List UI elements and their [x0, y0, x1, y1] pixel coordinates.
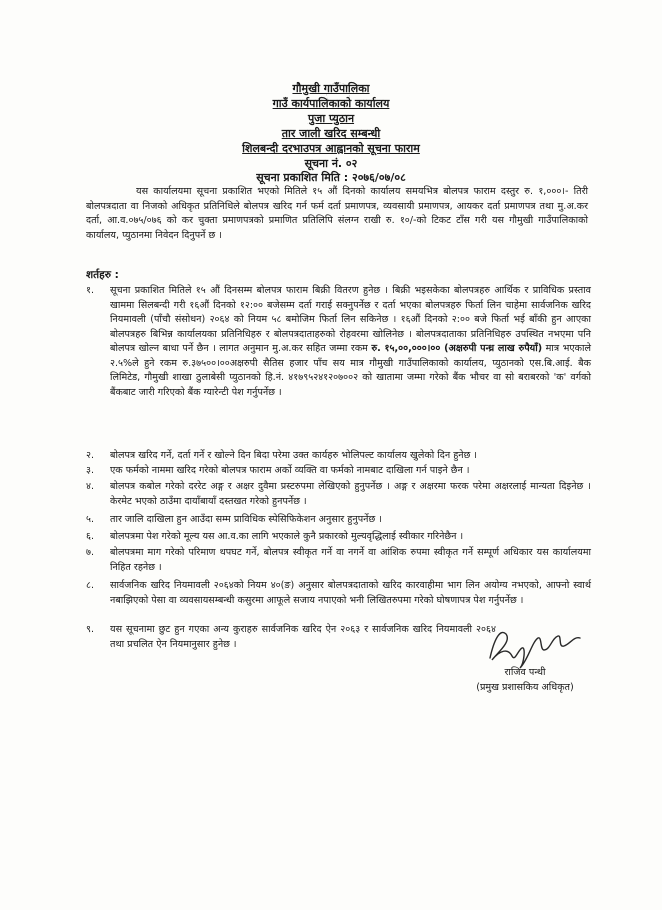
condition-text-part: मात्र भएकाले २.५%ले हुने रकम रु.३७५००।००अक्षरुपी सैतिस हजार पाँच सय मात्र गौमुखी गाउँपालिकाको कार्यालय, प्युठानको एस.बि.आई. बैक लिमिटेड, गौमुखी शाखा ठुलाबेसी प्युठानको हि.नं. ४१७९५२४१२०७००२ को खातामा जम्मा गरेको बैंक भौचर वा सो बराबरको 'क' वर्गको बैंकबाट जारी गरिएको बैंक ग्यारेन्टी पेश गर्नुपर्नेछ ।	[110, 343, 591, 398]
signatory-name: राजिव पन्थी	[504, 667, 546, 678]
condition-item	[86, 464, 591, 479]
condition-item	[86, 449, 591, 464]
condition-number: ६.	[86, 531, 95, 542]
signature-icon	[482, 620, 592, 672]
intro-paragraph: यस कार्यालयमा सूचना प्रकाशित भएको मितिले १५ औं दिनको कार्यालय समयभित्र बोलपत्र फाराम दस्तुर रु. १,०००।- तिरी बोलपत्रदाता वा निजको अधिकृत प्रतिनिधिले बोलपत्र खरिद गर्न फर्म दर्ता प्रमाणपत्र, व्यवसायी प्रमाणपत्र, आयकर दर्ता प्रमाणपत्र तथा मु.अ.कर दर्ता, आ.व.०७५/०७६ को कर चुक्ता प्रमाणपत्रको प्रमाणित प्रतिलिपि संलग्न राखी रु. १०/-को टिकट टाँस गरी यस गौमुखी गाउँपालिकाको कार्यालय, प्युठानमा निवेदन दिनुपर्ने छ ।	[86, 186, 588, 241]
condition-text: बोलपत्र कबोल गरेको दररेट अङ्ग र अक्षर दुवैमा प्रस्टरुपमा लेखिएको हुनुपर्नेछ । अङ्ग र अक्षरमा फरक परेमा अक्षरलाई मान्यता दिइनेछ । केरमेट भएको ठाउँमा दायाँबायाँ दस्तखत गरेको हुनपर्नेछ ।	[110, 481, 591, 507]
condition-text: सार्वजनिक खरिद नियमावली २०६४को नियम ४०(ङ) अनुसार बोलपत्रदाताको खरिद कारवाहीमा भाग लिन अयोग्य नभएको, आफ्नो स्वार्थ नबाझिएको पेसा वा व्यवसायसम्बन्धी कसुरमा आफूले सजाय नपाएको भनी लिखितरुपमा गरेको घोषणापत्र पेश गर्नुपर्नेछ ।	[110, 580, 591, 606]
condition-text	[110, 284, 591, 400]
publish-date: सूचना प्रकाशित मिति : २०७६/०७/०८	[256, 171, 406, 184]
condition-item	[86, 530, 591, 545]
condition-number: ३.	[86, 465, 95, 476]
condition-number: ४.	[86, 481, 95, 492]
office-name: गाउँ कार्यपालिकाको कार्यालय	[272, 97, 390, 110]
condition-number: ८.	[86, 580, 95, 591]
condition-number: ७.	[86, 547, 95, 558]
condition-number: ५.	[86, 514, 95, 525]
office-location: पुजा प्युठान	[307, 112, 355, 125]
condition-number: १.	[86, 285, 95, 296]
condition-text: यस सूचनामा छुट हुन गएका अन्य कुराहरु सार्वजनिक खरिद ऐन २०६३ र सार्वजनिक खरिद नियमावली २०६४ तथा प्रचलित ऐन नियमानुसार हुनेछ ।	[110, 624, 496, 650]
condition-item	[86, 513, 591, 528]
condition-item	[86, 480, 591, 509]
condition-text: बोलपत्रमा माग गरेको परिमाण थपघट गर्ने, बोलपत्र स्वीकृत गर्ने वा नगर्ने वा आंशिक रुपमा स्वीकृत गर्ने सम्पूर्ण अधिकार यस कार्यालयमा निहित रहनेछ ।	[110, 547, 591, 573]
signatory-designation: (प्रमुख प्रशासकिय अधिकृत)	[476, 682, 574, 693]
condition-item	[86, 623, 496, 652]
condition-text: बोलपत्र खरिद गर्ने, दर्ता गर्ने र खोल्ने दिन बिदा परेमा उक्त कार्यहरु भोलिपल्ट कार्यालय खुलेको दिन हुनेछ ।	[110, 450, 478, 461]
org-name: गौमुखी गाउँपालिका	[292, 82, 370, 95]
condition-text-part: सूचना प्रकाशित मितिले १५ औं दिनसम्म बोलपत्र फाराम बिक्री वितरण हुनेछ । बिक्री भइसकेका बोलपत्रहरु आर्थिक र प्राविधिक प्रस्ताव खाममा सिलबन्दी गरी १६औं दिनको १२:०० बजेसम्म दर्ता गराई सक्नुपर्नेछ र दर्ता भएका बोलपत्रहरु फिर्ता लिन चाहेमा सार्वजनिक खरिद नियमावली (पाँचौ संसोधन) २०६४ को नियम ५८ बमोजिम फिर्ता लिन सकिनेछ । १६औं दिनको २:०० बजे फिर्ता भई बाँकी हुन आएका बोलपत्रहरु बिभिन्न कार्यालयका प्रतिनिधिहरु र बोलपत्रदाताहरुको रोहवरमा खोलिनेछ । बोलपत्रदाताका प्रतिनिधिहरु उपस्थित नभएमा पनि बोलपत्र खोल्न बाधा पर्ने छैन । लागत अनुमान मु.अ.कर सहित जम्मा रकम	[110, 285, 591, 354]
notice-number: सूचना नं. ०२	[304, 157, 358, 170]
condition-item	[86, 284, 591, 400]
condition-text: एक फर्मको नाममा खरिद गरेको बोलपत्र फाराम अर्को व्यक्ति वा फर्मको नामबाट दाखिला गर्न पाइने छैन ।	[110, 465, 470, 476]
notice-subject: तार जाली खरिद सम्बन्धी	[281, 127, 381, 140]
condition-text: तार जालि दाखिला हुन आउँदा सम्म प्राविधिक स्पेसिफिकेशन अनुसार हुनुपर्नेछ ।	[110, 514, 382, 525]
estimate-amount: रु. १५,००,०००।०० (अक्षरुपी पन्ध्र लाख रुपैयाँ)	[371, 343, 543, 354]
conditions-heading: शर्तहरु :	[86, 269, 119, 281]
condition-item	[86, 546, 591, 575]
condition-number: २.	[86, 450, 95, 461]
condition-text: बोलपत्रमा पेश गरेको मूल्य यस आ.व.का लागि भएकाले कुनै प्रकारको मुल्यवृद्धिलाई स्वीकार गरिनेछैन ।	[110, 531, 464, 542]
notice-title: शिलबन्दी दरभाउपत्र आह्वानको सूचना फाराम	[242, 142, 420, 155]
condition-item	[86, 579, 591, 608]
condition-number: ९.	[86, 624, 95, 635]
